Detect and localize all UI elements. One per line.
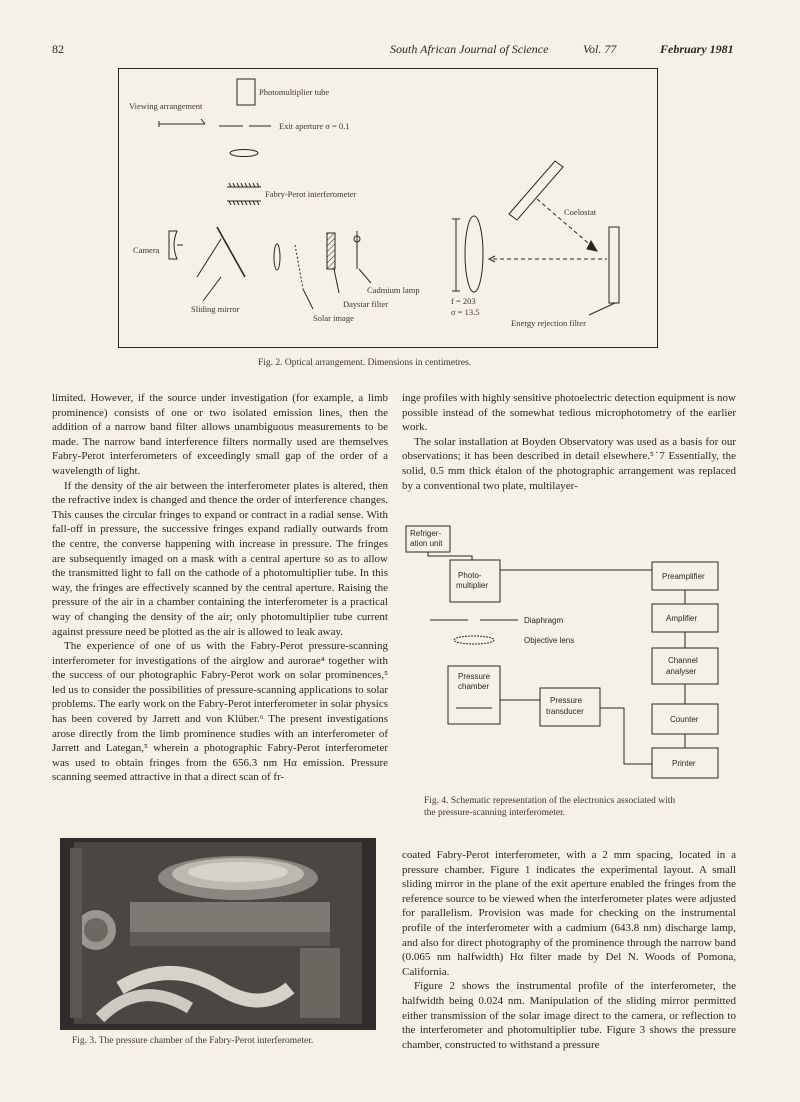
label-sigma: σ = 13.5 [451, 307, 480, 317]
label-photomultiplier-1: Photo- [458, 571, 482, 580]
label-photomultiplier-2: multiplier [456, 581, 489, 590]
fig4-caption-line1: Fig. 4. Schematic representation of the electronics associated with [424, 796, 676, 806]
issue-date: February 1981 [660, 42, 734, 56]
label-sliding-mirror: Sliding mirror [191, 304, 240, 314]
label-counter: Counter [670, 715, 699, 724]
label-printer: Printer [672, 759, 696, 768]
label-coelostat: Coelostat [564, 207, 597, 217]
label-energy-rejection-filter: Energy rejection filter [511, 318, 586, 328]
paragraph: If the density of the air between the interferometer plates is altered, then the refractive index is changed and thence the order of interference changes. This causes the circular fringes to expand or contract in a radial sense. With fall-off in pressure, the successive fringes expand radially outwards from the centre, the converse happening with increase in pressure. The fringes are subsequently imaged on a mask with a central aperture so as to allow the transmitted light to fall on the cathode of a photomultiplier tube. In this way, the fringes are effectively scanned by the central aperture. Raising the pressure of the air in a chamber containing the interferometer is a practical way of changing the density of the air; only photomultiplier tube current against pressure need be plotted as the air is allowed to leak away. [52, 479, 388, 638]
label-exit-aperture: Exit aperture σ = 0.1 [279, 121, 350, 131]
label-diaphragm: Diaphragm [524, 616, 564, 625]
label-photomultiplier-tube: Photomultiplier tube [259, 87, 330, 97]
body-column-right-top [402, 391, 736, 493]
label-pressure-chamber-2: chamber [458, 682, 490, 691]
photomultiplier-tube-shape [237, 79, 255, 105]
label-viewing-arrangement: Viewing arrangement [129, 101, 203, 111]
paragraph: coated Fabry-Perot interferometer, with a 2 mm spacing, located in a pressure chamber. Figure 1 indicates the experimental layout. A small sliding mirror in the plane of the exit aperture enabled the fringes from the reference source to be viewed when the interferometer plates were adjusted for parallelism. Provision was made for checking on the instrumental profile of the interferometer with a cadmium (643.8 nm) discharge lamp, and also for direct photography of the prominence through the narrow band (0.065 nm halfwidth) Hα filter made by Del N. Woods of Pomona, California. [402, 849, 736, 978]
paragraph: The experience of one of us with the Fabry-Perot pressure-scanning interferometer for investigations of the airglow and aurorae⁴ together with the success of our photographic Fabry-Perot work on solar prominences,⁵ led us to consider the possibilities of pressure-scanning applications to solar problems. The early work on the Fabry-Perot interferometer in solar physics has been covered by Jarrett and von Klüber.⁶ The present investigations arose directly from the limb prominence studies with an interferometer of Jarrett and Lategan,⁵ wherein a photographic Fabry-Perot interferometer was used to obtain fringes from the 656.3 nm Hα emission. Pressure scanning seemed attractive in that a direct scan of fr- [52, 640, 388, 784]
paragraph: limited. However, if the source under investigation (for example, a limb prominence) consists of one or two isolated emission lines, then the addition of a narrow band filter allows unambiguous measurements to be made. The narrow band interference filters normally used are themselves Fabry-Perot interferometers of exceedingly small gap of the order of a wavelength of light. [52, 392, 388, 477]
label-cadmium-lamp: Cadmium lamp [367, 285, 420, 295]
fig2-optical-diagram [118, 68, 658, 348]
label-pressure-chamber-1: Pressure [458, 672, 491, 681]
fig4-electronics-diagram [402, 520, 736, 790]
journal-name: South African Journal of Science [390, 42, 549, 56]
label-transducer-2: transducer [546, 707, 584, 716]
label-amplifier: Amplifier [666, 614, 698, 623]
label-focal-length: f = 203 [451, 296, 476, 306]
body-column-left [52, 391, 388, 785]
volume-number: Vol. 77 [583, 42, 617, 56]
label-objective-lens: Objective lens [524, 636, 575, 645]
fig3-photo [60, 838, 376, 1030]
label-solar-image: Solar image [313, 313, 354, 323]
label-fabry-perot: Fabry-Perot interferometer [265, 189, 357, 199]
label-daystar-filter: Daystar filter [343, 299, 389, 309]
label-camera: Camera [133, 245, 160, 255]
label-channel-2: analyser [666, 667, 697, 676]
paragraph: inge profiles with highly sensitive photoelectric detection equipment is now possible instead of the somewhat tedious microphotometry of the earlier work. [402, 392, 736, 434]
label-channel-1: Channel [668, 656, 698, 665]
box-channel-analyser [652, 648, 718, 684]
label-refrigeration-2: ation unit [410, 539, 443, 548]
label-transducer-1: Pressure [550, 696, 583, 705]
label-refrigeration-1: Refriger- [410, 529, 442, 538]
paragraph: Figure 2 shows the instrumental profile of the interferometer, the halfwidth being 0.024 nm. Manipulation of the sliding mirror permitted either transmission of the solar image direct to the camera, or reflection to the interferometer and photomultiplier tube. Figure 3 shows the pressure chamber, constructed to withstand a pressure [402, 980, 736, 1051]
fig4-caption-line2: the pressure-scanning interferometer. [424, 808, 566, 818]
body-column-right-bottom [402, 848, 736, 1052]
fig3-caption: Fig. 3. The pressure chamber of the Fabry-Perot interferometer. [72, 1036, 314, 1046]
fig2-caption: Fig. 2. Optical arrangement. Dimensions in centimetres. [258, 358, 472, 368]
page-number: 82 [52, 42, 64, 56]
paragraph: The solar installation at Boyden Observatory was used as a basis for our observations; it has been described in detail elsewhere.⁵˙7 Essentially, the solid, 0.5 mm thick étalon of the photographic arrangement was replaced by a conventional two plate, multilayer- [402, 435, 736, 492]
top-lens-shape [230, 150, 258, 157]
label-preamplifier: Preamplifier [662, 572, 705, 581]
